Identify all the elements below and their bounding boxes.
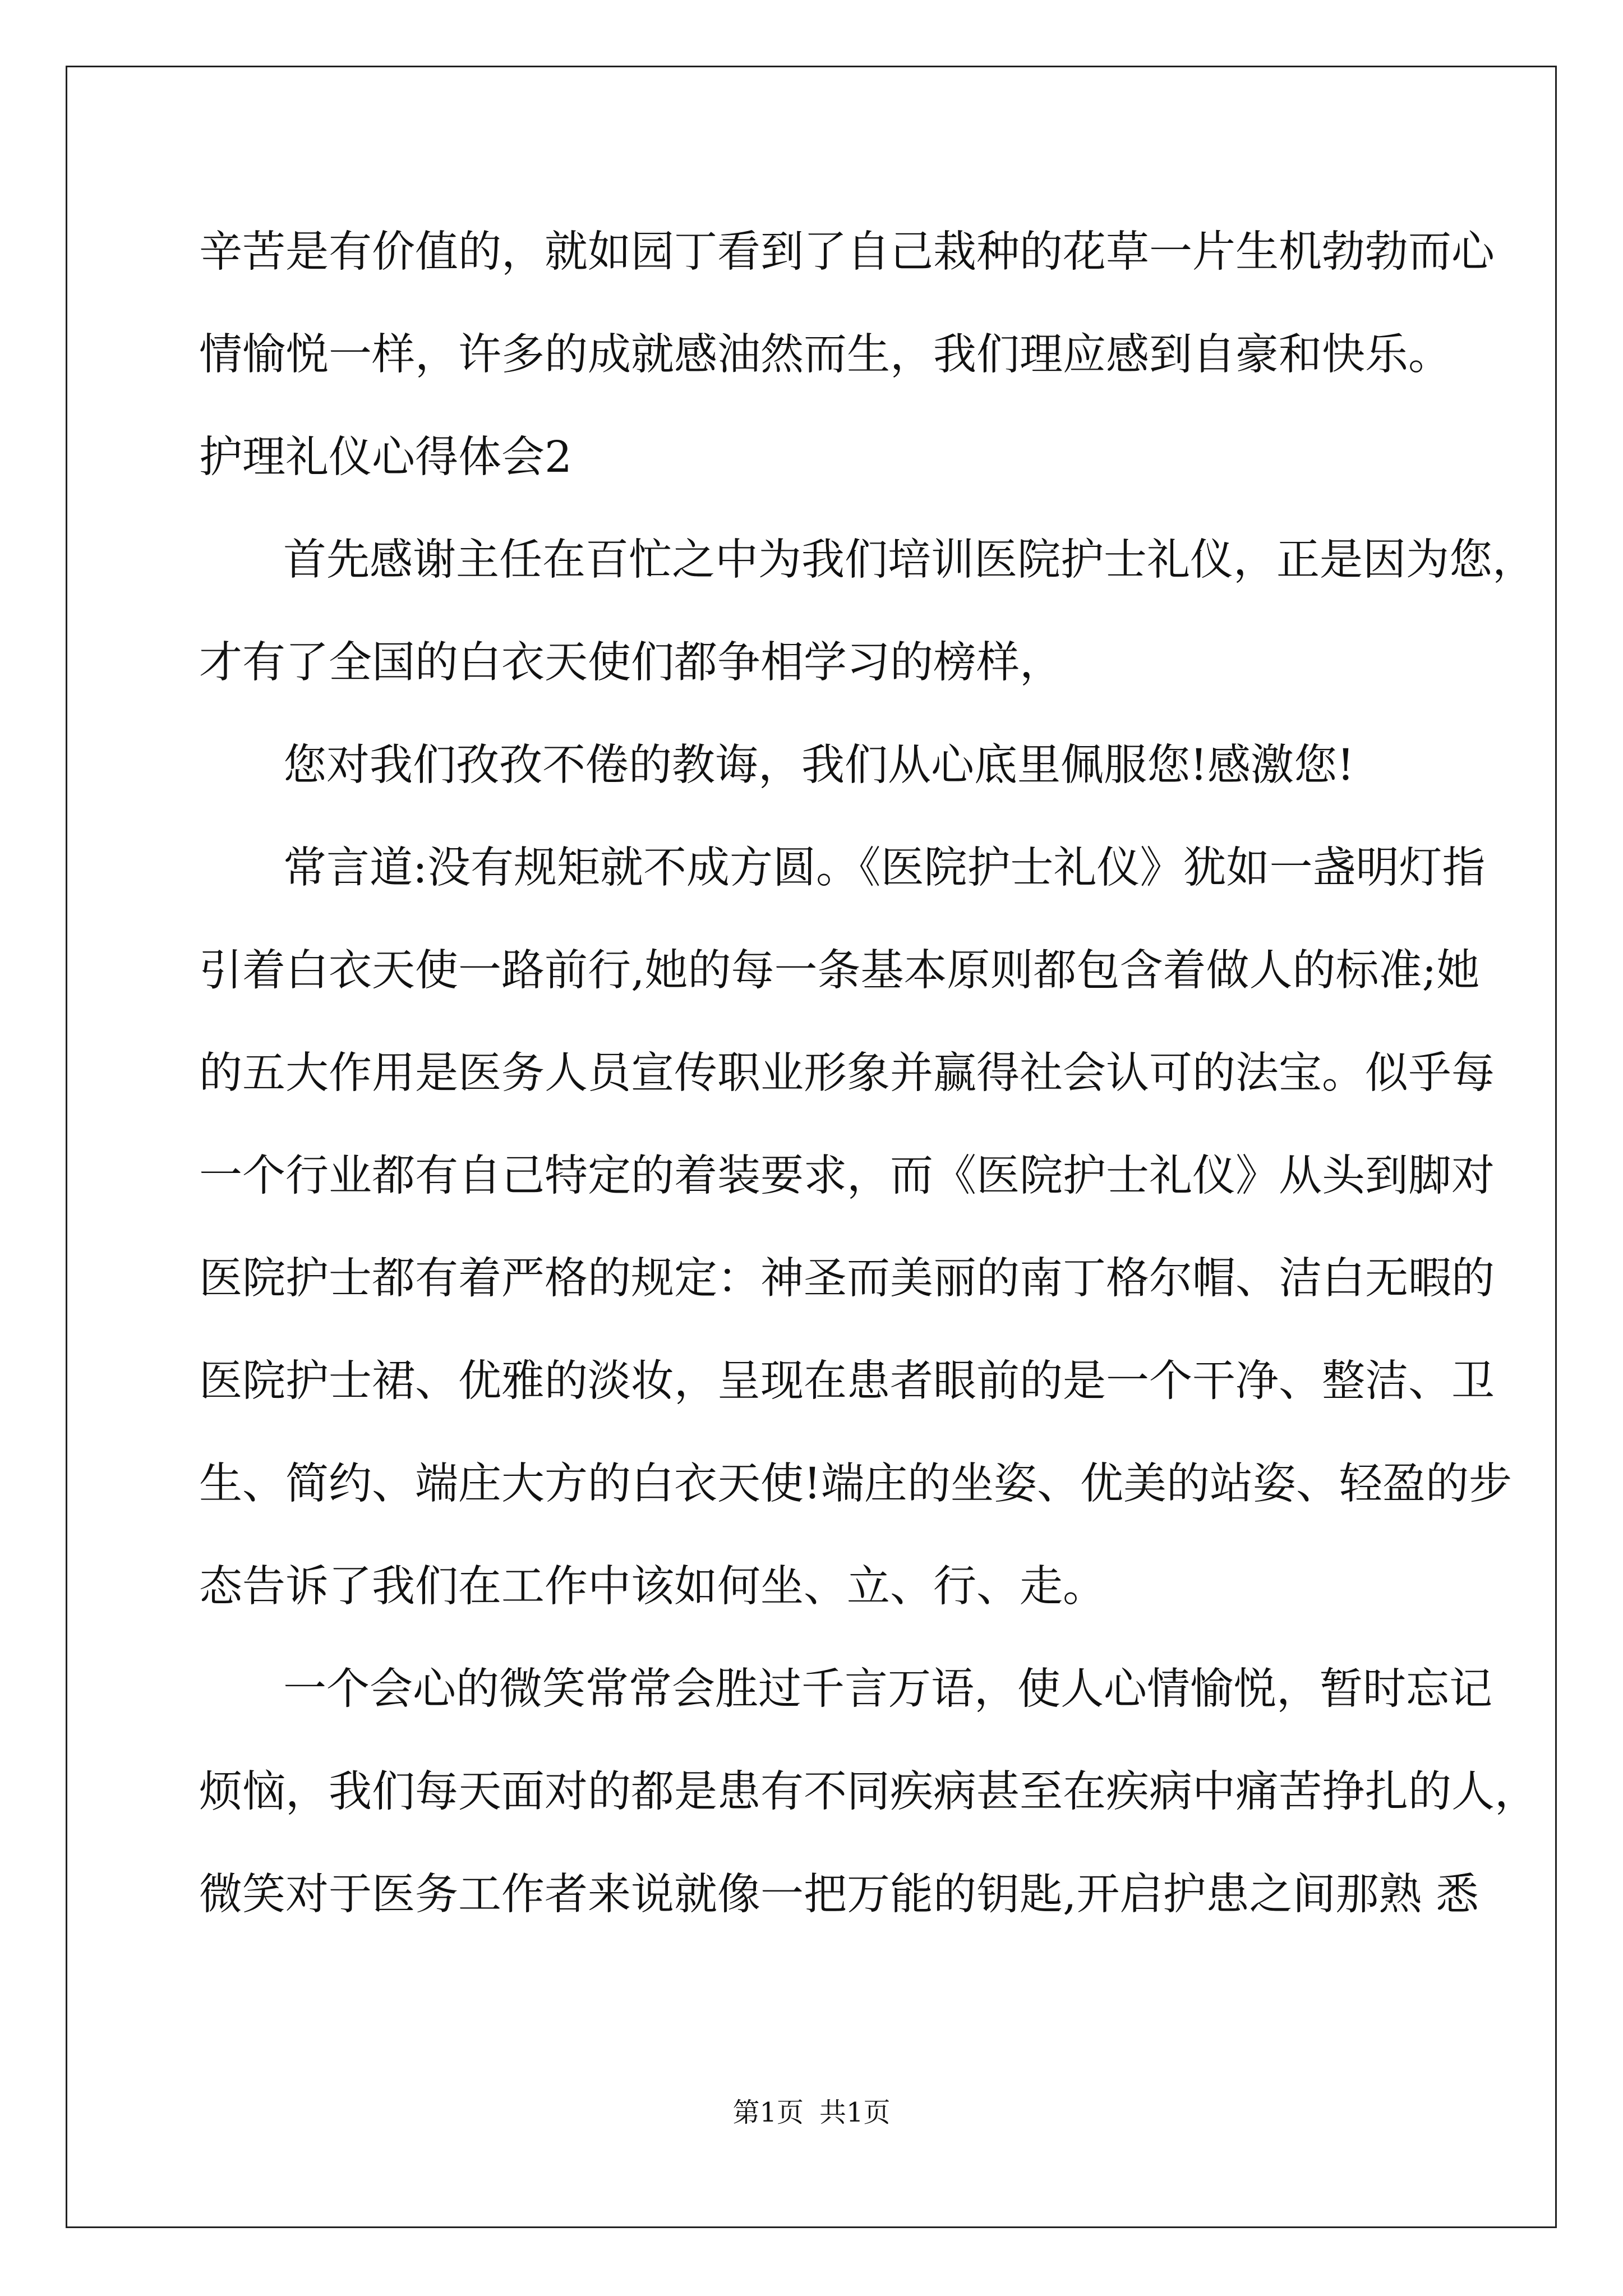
text-line: 情愉悦一样，许多的成就感油然而生，我们理应感到自豪和快乐。 bbox=[199, 330, 1451, 380]
text-line: 辛苦是有价值的，就如园丁看到了自己栽种的花草一片生机勃勃而心 bbox=[199, 227, 1495, 277]
text-line: 烦恼，我们每天面对的都是患有不同疾病甚至在疾病中痛苦挣扎的人， bbox=[199, 1767, 1538, 1817]
text-line: 医院护士裙、优雅的淡妆，呈现在患者眼前的是一个干净、整洁、卫 bbox=[199, 1356, 1495, 1406]
text-line: 微笑对于医务工作者来说就像一把万能的钥匙,开启护患之间那熟 悉 bbox=[199, 1870, 1479, 1920]
text-line: 一个行业都有自己特定的着装要求，而《医院护士礼仪》从头到脚对 bbox=[199, 1151, 1495, 1201]
text-line: 医院护士都有着严格的规定：神圣而美丽的南丁格尔帽、洁白无暇的 bbox=[199, 1254, 1495, 1304]
text-line: 才有了全国的白衣天使们都争相学习的榜样， bbox=[199, 638, 1063, 688]
text-line: 首先感谢主任在百忙之中为我们培训医院护士礼仪，正是因为您， bbox=[283, 535, 1536, 585]
text-line: 一个会心的微笑常常会胜过千言万语，使人心情愉悦，暂时忘记 bbox=[283, 1664, 1492, 1714]
document-body bbox=[199, 210, 1538, 1955]
page-number: 第1页 bbox=[732, 2097, 804, 2128]
text-line: 生、简约、端庄大方的白衣天使!端庄的坐姿、优美的站姿、轻盈的步 bbox=[199, 1459, 1512, 1509]
text-line: 您对我们孜孜不倦的教诲，我们从心底里佩服您!感激您! bbox=[283, 740, 1354, 790]
text-line: 引着白衣天使一路前行,她的每一条基本原则都包含着做人的标准;她 bbox=[199, 946, 1480, 996]
page-total: 共1页 bbox=[819, 2097, 891, 2128]
page-footer bbox=[0, 2091, 1623, 2129]
text-line: 态告诉了我们在工作中该如何坐、立、行、走。 bbox=[199, 1562, 1106, 1612]
section-heading: 护理礼仪心得体会2 bbox=[199, 432, 572, 482]
text-line: 常言道:没有规矩就不成方圆。《医院护士礼仪》犹如一盏明灯指 bbox=[283, 843, 1486, 893]
text-line: 的五大作用是医务人员宣传职业形象并赢得社会认可的法宝。似乎每 bbox=[199, 1048, 1495, 1098]
